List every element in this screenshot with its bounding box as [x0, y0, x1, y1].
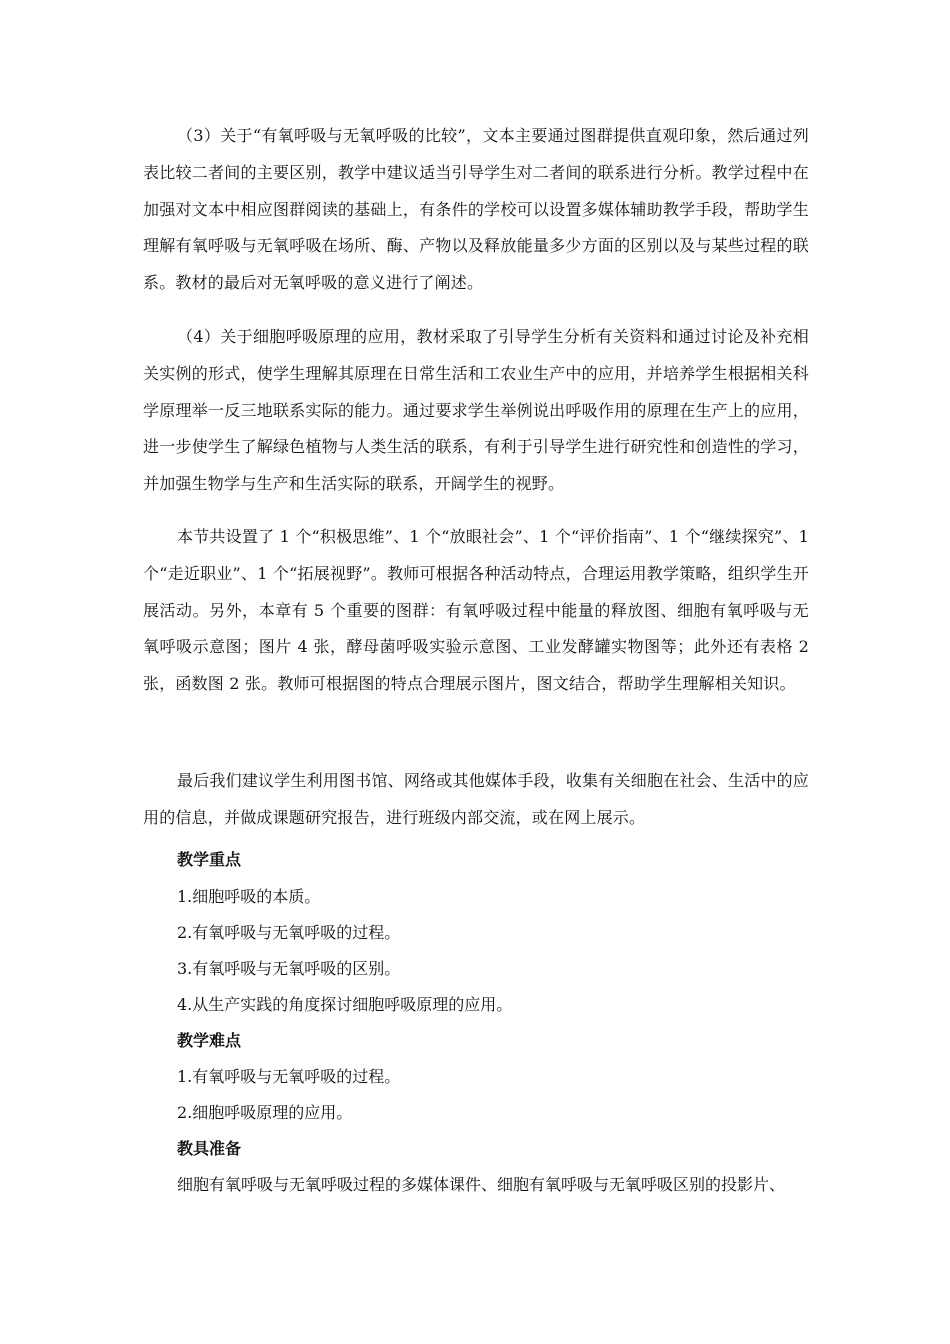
difficult-points-heading: 教学难点: [177, 1031, 242, 1050]
key-point-item: 1.细胞呼吸的本质。: [177, 887, 321, 906]
paragraph-section-activities: 本节共设置了 1 个“积极思维”、1 个“放眼社会”、1 个“评价指南”、1 个“继续探究”、1 个“走近职业”、1 个“拓展视野”。教师可根据各种活动特点，合理运用教学策略，组织学生开展活动。另外，本章有 5 个重要的图群：有氧呼吸过程中能量的释放图、细胞有氧呼吸与无氧呼吸示意图；图片 4 张，酵母菌呼吸实验示意图、工业发酵罐实物图等；此外还有表格 2 张，函数图 2 张。教师可根据图的特点合理展示图片，图文结合，帮助学生理解相关知识。: [143, 527, 809, 694]
difficult-point-item: 2.细胞呼吸原理的应用。: [177, 1103, 353, 1122]
paragraph-respiration-application: （4）关于细胞呼吸原理的应用，教材采取了引导学生分析有关资料和通过讨论及补充相关实例的形式，使学生理解其原理在日常生活和工农业生产中的应用，并培养学生根据相关科学原理举一反三地联系实际的能力。通过要求学生举例说出呼吸作用的原理在生产上的应用，进一步使学生了解绿色植物与人类生活的联系，有利于引导学生进行研究性和创造性的学习，并加强生物学与生产和生活实际的联系，开阔学生的视野。: [143, 327, 809, 494]
paragraph-final-suggestion: 最后我们建议学生利用图书馆、网络或其他媒体手段，收集有关细胞在社会、生活中的应用的信息，并做成课题研究报告，进行班级内部交流，或在网上展示。: [143, 771, 809, 827]
difficult-point-item: 1.有氧呼吸与无氧呼吸的过程。: [177, 1067, 401, 1086]
key-point-item: 4.从生产实践的角度探讨细胞呼吸原理的应用。: [177, 995, 513, 1014]
paragraph-aerobic-anaerobic-comparison: （3）关于“有氧呼吸与无氧呼吸的比较”，文本主要通过图群提供直观印象，然后通过列表比较二者间的主要区别，教学中建议适当引导学生对二者间的联系进行分析。教学过程中在加强对文本中相应图群阅读的基础上，有条件的学校可以设置多媒体辅助教学手段，帮助学生理解有氧呼吸与无氧呼吸在场所、酶、产物以及释放能量多少方面的区别以及与某些过程的联系。教材的最后对无氧呼吸的意义进行了阐述。: [143, 126, 809, 293]
key-point-item: 2.有氧呼吸与无氧呼吸的过程。: [177, 923, 401, 942]
materials-heading: 教具准备: [177, 1139, 242, 1158]
materials-text: 细胞有氧呼吸与无氧呼吸过程的多媒体课件、细胞有氧呼吸与无氧呼吸区别的投影片、: [177, 1175, 786, 1194]
key-points-heading: 教学重点: [177, 850, 242, 869]
key-point-item: 3.有氧呼吸与无氧呼吸的区别。: [177, 959, 401, 978]
